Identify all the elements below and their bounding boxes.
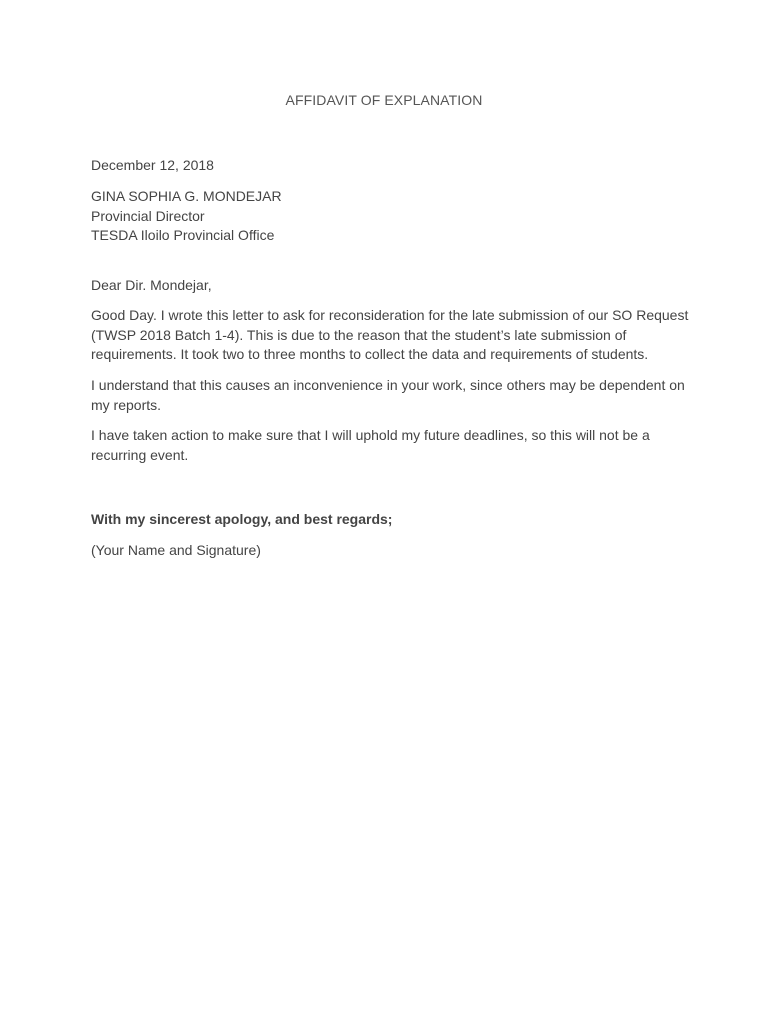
signature-placeholder: (Your Name and Signature)	[91, 542, 261, 558]
body-paragraph-3: I have taken action to make sure that I will uphold my future deadlines, so this will not be a recurring event.	[91, 427, 650, 463]
recipient-position: Provincial Director	[91, 207, 205, 224]
body-paragraph-2: I understand that this causes an inconvenience in your work, since others may be dependent on my reports.	[91, 377, 685, 413]
letter-date: December 12, 2018	[91, 157, 214, 173]
recipient-name: GINA SOPHIA G. MONDEJAR	[91, 188, 282, 204]
document-title: AFFIDAVIT OF EXPLANATION	[285, 92, 483, 108]
recipient-office: TESDA Iloilo Provincial Office	[91, 227, 275, 243]
body-paragraph-1: Good Day. I wrote this letter to ask for reconsideration for the late submission of our SO Request (TWSP 2018 Batch 1-4). This is due to the reason that the student’s late submission of requirements. It took two to three months to collect the data and requirements of students.	[91, 307, 689, 362]
salutation: Dear Dir. Mondejar,	[91, 277, 212, 293]
closing-line: With my sincerest apology, and best regards;	[91, 511, 393, 527]
recipient-address	[91, 187, 691, 246]
